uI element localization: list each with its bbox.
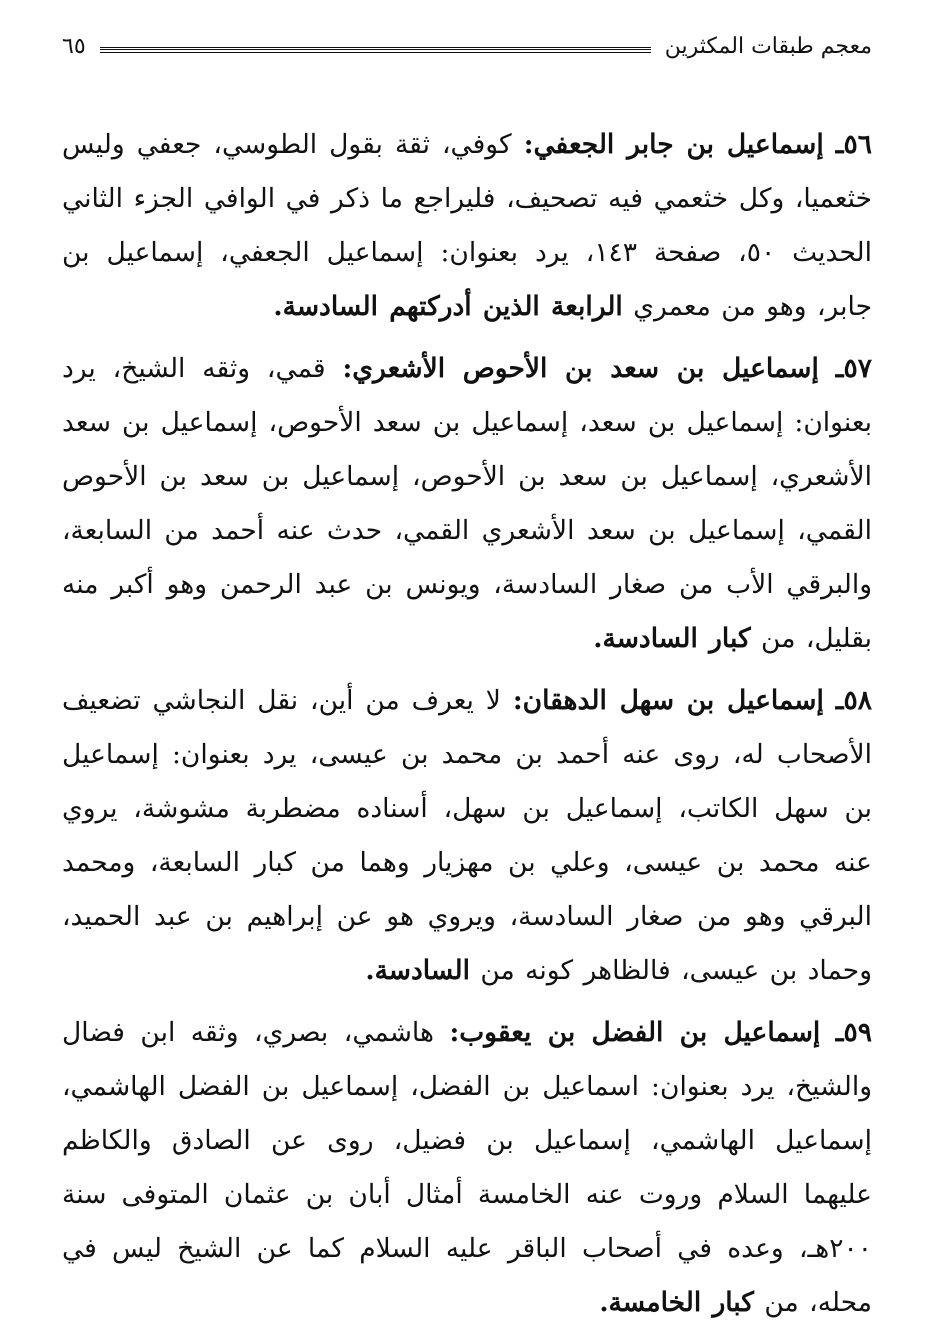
entry-number: ٥٨ـ	[835, 685, 872, 716]
page-number: ٦٥	[62, 33, 86, 59]
entry-name: إسماعيل بن الفضل بن يعقوب:	[449, 1017, 821, 1048]
entry-59	[62, 1006, 872, 1330]
entry-tail: كبار الخامسة.	[599, 1287, 754, 1318]
entry-tail: السادسة.	[365, 955, 470, 986]
entry-name: إسماعيل بن جابر الجعفي:	[523, 129, 824, 160]
entry-tail: الرابعة الذين أدركتهم السادسة.	[273, 291, 623, 322]
entry-name: إسماعيل بن سعد بن الأحوص الأشعري:	[342, 353, 819, 384]
body-text	[62, 118, 872, 1338]
entry-body: لا يعرف من أين، نقل النجاشي تضعيف الأصحاب له، روى عنه أحمد بن محمد بن عيسى، يرد بعنوان: إسماعيل بن سهل الكاتب، إسماعيل بن سهل، أسناده مضطربة مشوشة، يروي عنه محمد بن عيسى، وعلي بن مهزيار وهما من كبار السابعة، ومحمد البرقي وهو من صغار السادسة، ويروي هو عن إبراهيم بن عبد الحميد، وحماد بن عيسى، فالظاهر كونه من	[62, 685, 872, 986]
entry-number: ٥٩ـ	[835, 1017, 872, 1048]
running-header	[62, 28, 872, 64]
entry-name: إسماعيل بن سهل الدهقان:	[512, 685, 824, 716]
entry-58	[62, 674, 872, 998]
entry-number: ٥٦ـ	[835, 129, 872, 160]
entry-body: قمي، وثقه الشيخ، يرد بعنوان: إسماعيل بن سعد، إسماعيل بن سعد الأحوص، إسماعيل بن سعد الأشعري، إسماعيل بن سعد بن الأحوص، إسماعيل بن سعد بن الأحوص القمي، إسماعيل بن سعد الأشعري القمي، حدث عنه أحمد من السابعة، والبرقي الأب من صغار السادسة، ويونس بن عبد الرحمن وهو أكبر منه بقليل، من	[62, 353, 872, 654]
entry-56	[62, 118, 872, 334]
book-title: معجم طبقات المكثرين	[664, 33, 872, 59]
entry-tail: كبار السادسة.	[593, 623, 751, 654]
entry-number: ٥٧ـ	[835, 353, 872, 384]
entry-57	[62, 342, 872, 666]
header-rule	[100, 47, 651, 53]
entry-body: هاشمي، بصري، وثقه ابن فضال والشيخ، يرد بعنوان: اسماعيل بن الفضل، إسماعيل بن الفضل الهاشمي، إسماعيل الهاشمي، إسماعيل بن فضيل، روى عن الصادق والكاظم عليهما السلام وروت عنه الخامسة أمثال أبان بن عثمان المتوفى سنة ٢٠٠هـ، وعده في أصحاب الباقر عليه السلام كما عن الشيخ ليس في محله، من	[62, 1017, 872, 1318]
entry-body: كوفي، ثقة بقول الطوسي، جعفي وليس خثعميا، وكل خثعمي فيه تصحيف، فليراجع ما ذكر في الوافي الجزء الثاني الحديث ٥٠، صفحة ١٤٣، يرد بعنوان: إسماعيل الجعفي، إسماعيل بن جابر، وهو من معمري	[62, 129, 872, 322]
